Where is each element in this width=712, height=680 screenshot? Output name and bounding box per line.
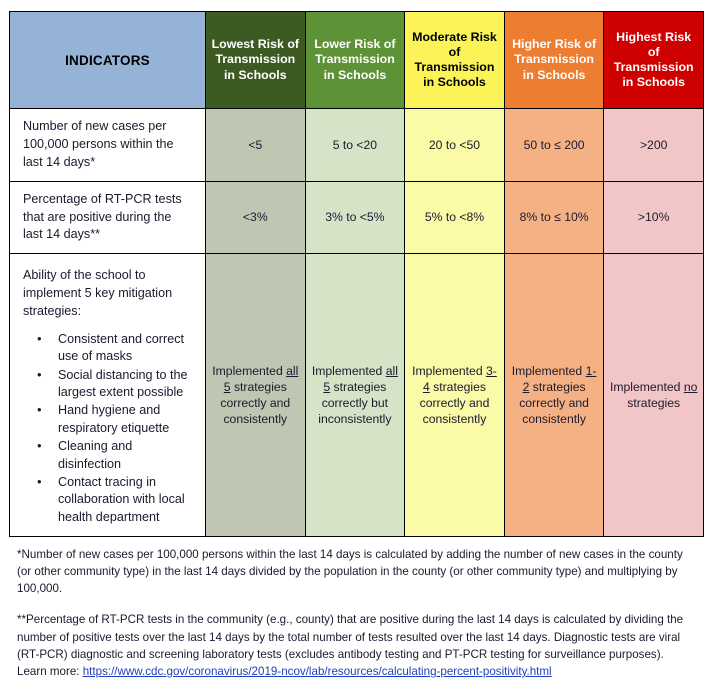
cell-new-cases-moderate: 20 to <50: [405, 109, 505, 182]
table-row-test-positivity: [10, 181, 704, 254]
cell-new-cases-higher: 50 to ≤ 200: [504, 109, 604, 182]
cell-positivity-moderate: 5% to <8%: [405, 181, 505, 254]
indicator-label-mitigation: [10, 254, 206, 537]
school-risk-indicators-table: [9, 11, 704, 537]
value-text-emphasis: 1-2: [522, 363, 597, 394]
value-text-post: strategies correctly and consistently: [220, 379, 291, 427]
value-text-post: strategies correctly but inconsistently: [318, 379, 392, 427]
cell-mitigation-lowest: [206, 254, 306, 537]
cell-positivity-highest: >10%: [604, 181, 704, 254]
value-text-pre: Implemented: [212, 363, 287, 378]
cell-new-cases-lower: 5 to <20: [305, 109, 405, 182]
list-item: • Social distancing to the largest extent possible: [37, 367, 193, 402]
value-text-emphasis: no: [683, 379, 698, 394]
indicator-label-test-positivity: Percentage of RT-PCR tests that are positive during the last 14 days**: [10, 181, 206, 254]
header-lowest-risk: Lowest Risk of Transmission in Schools: [206, 12, 306, 109]
footnote-new-cases: *Number of new cases per 100,000 persons within the last 14 days is calculated by adding the number of new cases in the county (or other community type) in the last 14 days divided by the population in the county (or other community type) and multiplying by 100,000.: [17, 548, 683, 596]
value-text-pre: Implemented: [412, 363, 486, 378]
table-header-row: [10, 12, 704, 109]
cell-mitigation-lower: [305, 254, 405, 537]
value-text-emphasis: all 5: [223, 363, 299, 394]
header-lower-risk: Lower Risk of Transmission in Schools: [305, 12, 405, 109]
footnote-positivity-text: **Percentage of RT-PCR tests in the community (e.g., county) that are positive during the last 14 days is calculated by dividing the number of positive tests over the last 14 days by the total number of tests resulted over the last 14 days. Diagnostic tests are viral (RT-PCR) diagnostic and screening laboratory tests (excludes antibody testing and PT-PCR testing for surveillance purposes). Learn more:: [17, 613, 684, 678]
footnotes: [9, 546, 703, 680]
value-text-post: strategies: [627, 396, 681, 411]
mitigation-strategy-list: [23, 331, 193, 526]
value-text-post: strategies correctly and consistently: [419, 379, 490, 427]
cell-mitigation-higher: [504, 254, 604, 537]
value-text-pre: Implemented: [511, 363, 586, 378]
cell-positivity-lower: 3% to <5%: [305, 181, 405, 254]
value-text-emphasis: all 5: [323, 363, 398, 394]
header-moderate-risk: Moderate Risk of Transmission in Schools: [405, 12, 505, 109]
header-higher-risk: Higher Risk of Transmission in Schools: [504, 12, 604, 109]
cell-mitigation-highest: [604, 254, 704, 537]
cell-new-cases-lowest: <5: [206, 109, 306, 182]
footnote-positivity: [17, 611, 695, 680]
list-item: • Cleaning and disinfection: [37, 438, 193, 473]
value-text-post: strategies correctly and consistently: [519, 379, 589, 427]
value-text-emphasis: 3-4: [422, 363, 497, 394]
mitigation-lead-text: Ability of the school to implement 5 key mitigation strategies:: [23, 268, 173, 318]
list-item: • Hand hygiene and respiratory etiquette: [37, 402, 193, 437]
cdc-percent-positivity-link[interactable]: https://www.cdc.gov/coronavirus/2019-ncov/lab/resources/calculating-percent-positivity.html: [82, 664, 552, 678]
table-row-mitigation-strategies: [10, 254, 704, 537]
cell-new-cases-highest: >200: [604, 109, 704, 182]
header-indicators: INDICATORS: [10, 12, 206, 109]
value-text-pre: Implemented: [609, 379, 684, 394]
cell-positivity-higher: 8% to ≤ 10%: [504, 181, 604, 254]
header-highest-risk: Highest Risk of Transmission in Schools: [604, 12, 704, 109]
list-item: • Contact tracing in collaboration with local health department: [37, 474, 193, 526]
cell-positivity-lowest: <3%: [206, 181, 306, 254]
list-item: • Consistent and correct use of masks: [37, 331, 193, 366]
indicator-label-new-cases: Number of new cases per 100,000 persons within the last 14 days*: [10, 109, 206, 182]
cell-mitigation-moderate: [405, 254, 505, 537]
value-text-pre: Implemented: [311, 363, 386, 378]
table-row-new-cases: [10, 109, 704, 182]
